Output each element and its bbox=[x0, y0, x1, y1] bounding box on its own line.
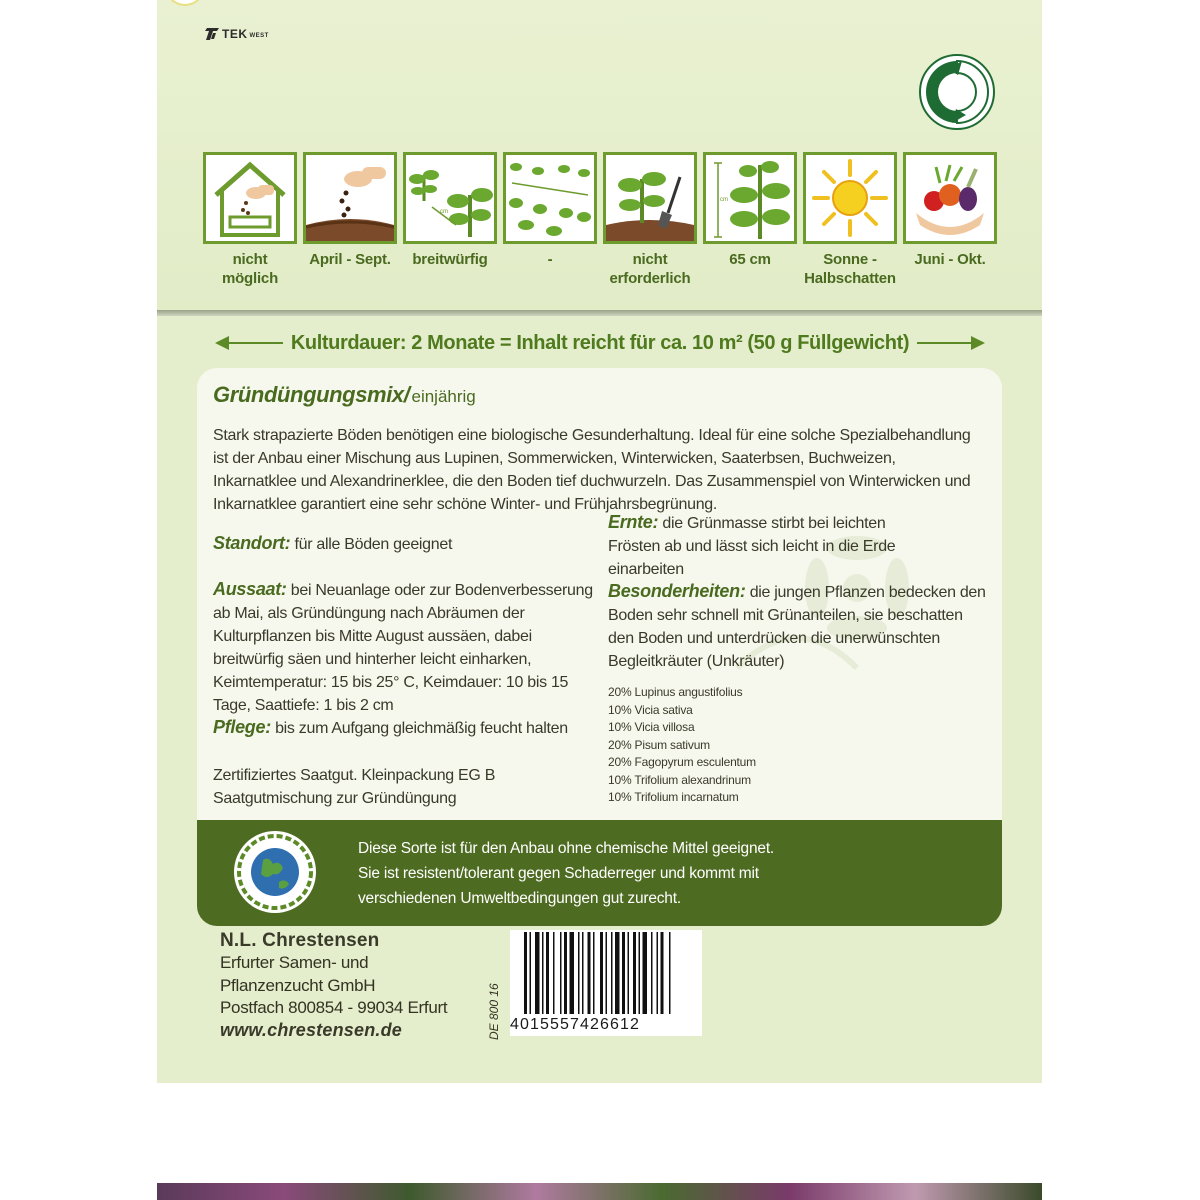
indoor-sowing-icon bbox=[206, 155, 294, 241]
row-spacing-icon bbox=[506, 155, 594, 241]
aussaat-text: bei Neuanlage oder zur Bodenverbesserung ab Mai, als Gründüngung nach Abräumen der Kulturpflanzen bis Mitte August aussäen, dabei breitwürfig säen und hinterher leicht einharken, Keimtemperatur: 15 bis 25° C, Keimdauer: 10 bis 15 Tage, Saattiefe: 1 bis 2 cm bbox=[213, 582, 593, 714]
icon-label-indoor: nicht möglich bbox=[221, 251, 279, 287]
intro-text: Stark strapazierte Böden benötigen eine biologische Gesunderhaltung. Ideal für eine solche Spezialbehandlung ist der Anbau einer Mischung aus Lupinen, Sommerwicken, Winterwicken, Saaterbsen, Buchweizen, Inkarnatklee und Alexandrinerklee, die den Boden tief duchwurzeln. Das Zusammenspiel von Winterwicken und Inkarnatklee garantiert eine sehr schöne Winter- und Frühjahrsbegrünung. bbox=[213, 427, 971, 513]
besonderheiten-text: die jungen Pflanzen bedecken den Boden sehr schnell mit Grünanteilen, sie beschatten den Boden und unterdrücken die unerwünschten Begleitkräuter (Unkräuter) bbox=[608, 584, 986, 670]
ernte-text: die Grünmasse stirbt bei leichten Frösten ab und lässt sich leicht in die Erde einarbeiten bbox=[608, 515, 896, 578]
kultur-text: Kulturdauer: 2 Monate = Inhalt reicht für ca. 10 m² (50 g Füllgewicht) bbox=[290, 331, 910, 354]
company-website: www.chrestensen.de bbox=[220, 1019, 402, 1040]
tek-text: TEK bbox=[222, 27, 248, 41]
icon-label-height: 65 cm bbox=[729, 251, 771, 268]
header-divider bbox=[157, 310, 1042, 316]
outdoor-sowing-icon bbox=[306, 155, 394, 241]
standort-section bbox=[213, 532, 603, 556]
company-line-3: Postfach 800854 - 99034 Erfurt bbox=[220, 998, 448, 1017]
transplant-shovel-icon bbox=[606, 155, 694, 241]
icon-cell-transplant bbox=[603, 152, 697, 288]
species-item: 10% Vicia villosa bbox=[608, 720, 695, 734]
info-card bbox=[197, 368, 1002, 926]
title-sub: einjährig bbox=[411, 387, 476, 406]
title-slash: / bbox=[403, 382, 410, 407]
species-item: 20% Pisum sativum bbox=[608, 737, 710, 752]
species-item: 10% Vicia sativa bbox=[608, 702, 693, 717]
band-line-2: Sie ist resistent/tolerant gegen Schaderreger und kommt mit bbox=[358, 865, 759, 882]
standort-head: Standort: bbox=[213, 533, 291, 553]
tek-mark-icon bbox=[204, 27, 220, 41]
arrow-left-icon bbox=[217, 342, 283, 344]
species-item: 10% Trifolium incarnatum bbox=[608, 790, 739, 804]
icon-label-transplant: nicht erforderlich bbox=[609, 251, 691, 287]
pflege-text: bis zum Aufgang gleichmäßig feucht halten bbox=[275, 720, 568, 737]
barcode-number: 4015557426612 bbox=[510, 1016, 640, 1033]
seed-packet-back bbox=[157, 0, 1042, 1083]
icon-cell-indoor bbox=[203, 152, 297, 288]
barcode bbox=[510, 930, 702, 1036]
pflege-head: Pflege: bbox=[213, 717, 271, 737]
band-line-1: Diese Sorte ist für den Anbau ohne chemische Mittel geeignet. bbox=[358, 840, 775, 857]
product-title bbox=[213, 382, 476, 408]
plant-height-icon bbox=[706, 155, 794, 241]
species-item: 20% Lupinus angustifolius bbox=[608, 685, 743, 699]
icon-cell-outdoor bbox=[303, 152, 397, 269]
band-line-3: verschiedenen Umweltbedingungen gut zurecht. bbox=[358, 890, 681, 907]
zertifikat-text: Zertifiziertes Saatgut. Kleinpackung EG B Saatgutmischung zur Gründüngung bbox=[213, 767, 496, 807]
besonderheiten-section bbox=[608, 580, 988, 673]
barcode-bars bbox=[510, 930, 702, 1016]
icon-label-spacing: breitwürfig bbox=[412, 251, 488, 268]
company-line-2: Pflanzenzucht GmbH bbox=[220, 975, 376, 995]
icon-cell-harvest bbox=[903, 152, 997, 269]
icon-label-outdoor: April - Sept. bbox=[309, 251, 391, 268]
icon-label-sun: Sonne - Halbschatten bbox=[804, 251, 896, 287]
sun-icon bbox=[806, 155, 894, 241]
globe-badge-icon bbox=[233, 830, 317, 914]
pflege-section bbox=[213, 716, 603, 740]
icon-label-harvest: Juni - Okt. bbox=[914, 251, 986, 268]
organic-info-text bbox=[358, 836, 958, 911]
standort-text: für alle Böden geeignet bbox=[294, 536, 453, 553]
bottom-photo-strip bbox=[157, 1183, 1042, 1200]
cultivation-icons bbox=[203, 152, 1003, 292]
icon-label-row: - bbox=[547, 251, 553, 268]
tek-sub-text: WEST bbox=[249, 33, 269, 39]
height-unit-text: cm bbox=[720, 197, 728, 203]
kultur-info-row bbox=[217, 329, 983, 357]
species-list bbox=[608, 684, 756, 807]
ernte-section bbox=[608, 511, 938, 581]
icon-cell-spacing bbox=[403, 152, 497, 269]
title-main: Gründüngungsmix bbox=[213, 382, 404, 407]
company-line-1: Erfurter Samen- und bbox=[220, 953, 369, 972]
species-item: 10% Trifolium alexandrinum bbox=[608, 772, 751, 787]
tek-west-logo bbox=[204, 26, 269, 42]
company-name: N.L. Chrestensen bbox=[220, 930, 380, 951]
de-code: DE 800 16 bbox=[487, 983, 501, 1040]
icon-cell-row bbox=[503, 152, 597, 269]
besonderheiten-head: Besonderheiten: bbox=[608, 581, 746, 601]
spacing-unit-text: cm bbox=[440, 209, 448, 215]
green-dot-recycling-icon bbox=[918, 53, 996, 131]
harvest-vegetables-icon bbox=[906, 155, 994, 241]
icon-cell-sun bbox=[803, 152, 897, 288]
plant-spacing-icon bbox=[406, 155, 494, 241]
company-info bbox=[220, 930, 447, 1041]
species-item: 20% Fagopyrum esculentum bbox=[608, 755, 756, 769]
aussaat-head: Aussaat: bbox=[213, 579, 287, 599]
icon-cell-height bbox=[703, 152, 797, 269]
aussaat-section bbox=[213, 578, 599, 717]
ernte-head: Ernte: bbox=[608, 512, 659, 532]
arrow-right-icon bbox=[917, 342, 983, 344]
